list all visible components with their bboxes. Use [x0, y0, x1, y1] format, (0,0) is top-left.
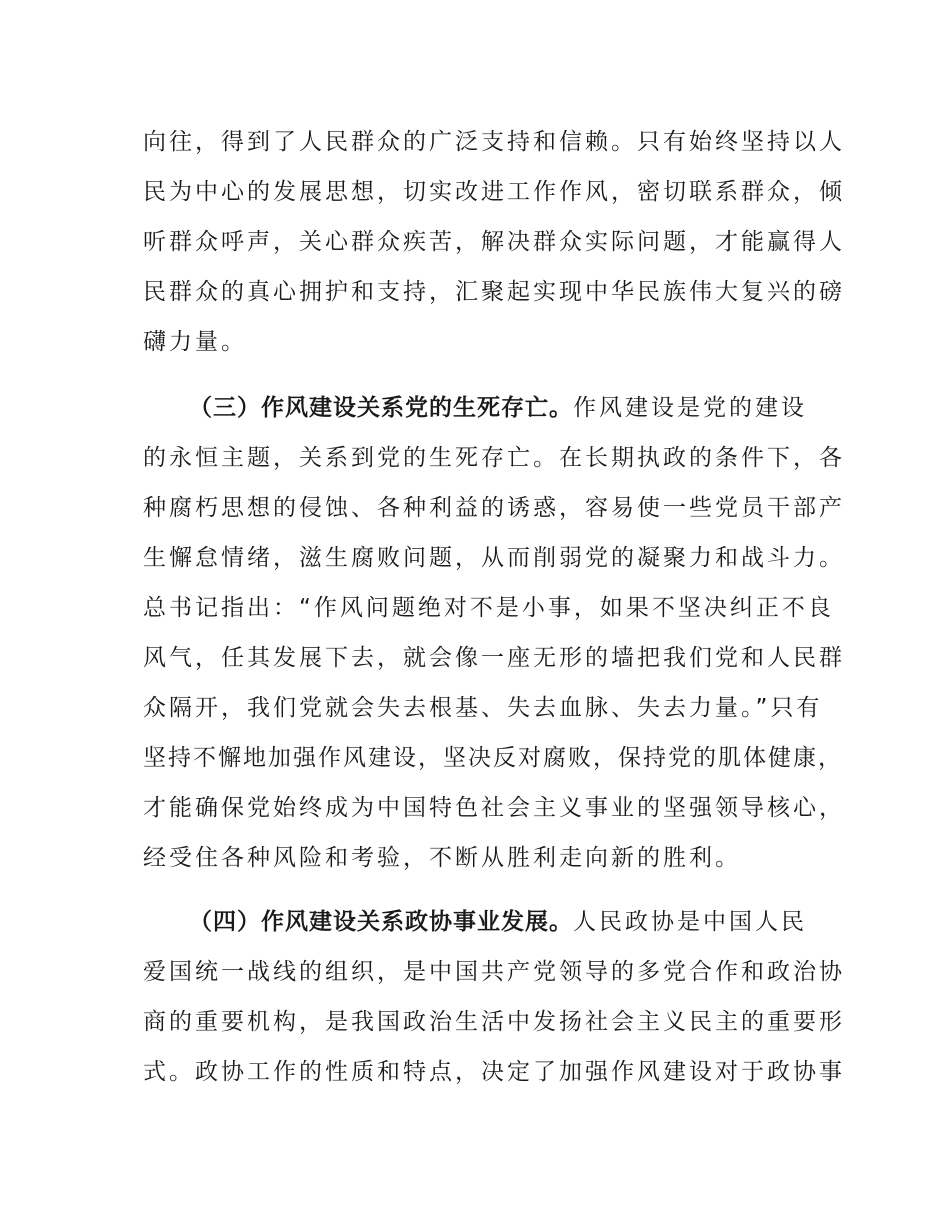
paragraph-section-four	[143, 897, 845, 1097]
section-first-line	[143, 383, 813, 433]
text-line: 风气，任其发展下去，就会像一座无形的墙把我们党和人民群	[143, 645, 845, 671]
section-first-line	[143, 897, 813, 947]
text-line: 种腐朽思想的侵蚀、各种利益的诱惑，容易使一些党员干部产	[143, 495, 845, 521]
section-first-line-text: 人民政协是中国人民	[573, 909, 807, 935]
text-line: 众隔开，我们党就会失去根基、失去血脉、失去力量。”只有	[143, 695, 823, 721]
section-heading: （四）作风建设关系政协事业发展。	[189, 909, 573, 935]
section-first-line-text: 作风建设是党的建设	[573, 395, 807, 421]
text-line: 爱国统一战线的组织，是中国共产党领导的多党合作和政治协	[143, 959, 845, 985]
text-line: 式。政协工作的性质和特点，决定了加强作风建设对于政协事	[143, 1059, 845, 1085]
text-line: 向往，得到了人民群众的广泛支持和信赖。只有始终坚持以人	[143, 129, 845, 155]
section-heading: （三）作风建设关系党的生死存亡。	[189, 395, 573, 421]
text-line: 生懈怠情绪，滋生腐败问题，从而削弱党的凝聚力和战斗力。	[143, 545, 845, 571]
text-line: 才能确保党始终成为中国特色社会主义事业的坚强领导核心，	[143, 795, 845, 821]
text-line: 民群众的真心拥护和支持，汇聚起实现中华民族伟大复兴的磅	[143, 279, 845, 305]
text-line: 听群众呼声，关心群众疾苦，解决群众实际问题，才能赢得人	[143, 229, 845, 255]
text-line: 礴力量。	[143, 329, 247, 355]
paragraph-people-centered	[143, 117, 845, 367]
text-line: 经受住各种风险和考验，不断从胜利走向新的胜利。	[143, 845, 741, 871]
text-line: 总书记指出：“作风问题绝对不是小事，如果不坚决纠正不良	[143, 595, 834, 621]
text-line: 坚持不懈地加强作风建设，坚决反对腐败，保持党的肌体健康，	[143, 745, 843, 771]
text-line: 民为中心的发展思想，切实改进工作作风，密切联系群众，倾	[143, 179, 845, 205]
paragraph-section-three	[143, 383, 845, 883]
text-line: 商的重要机构，是我国政治生活中发扬社会主义民主的重要形	[143, 1009, 845, 1035]
text-line: 的永恒主题，关系到党的生死存亡。在长期执政的条件下，各	[143, 445, 845, 471]
